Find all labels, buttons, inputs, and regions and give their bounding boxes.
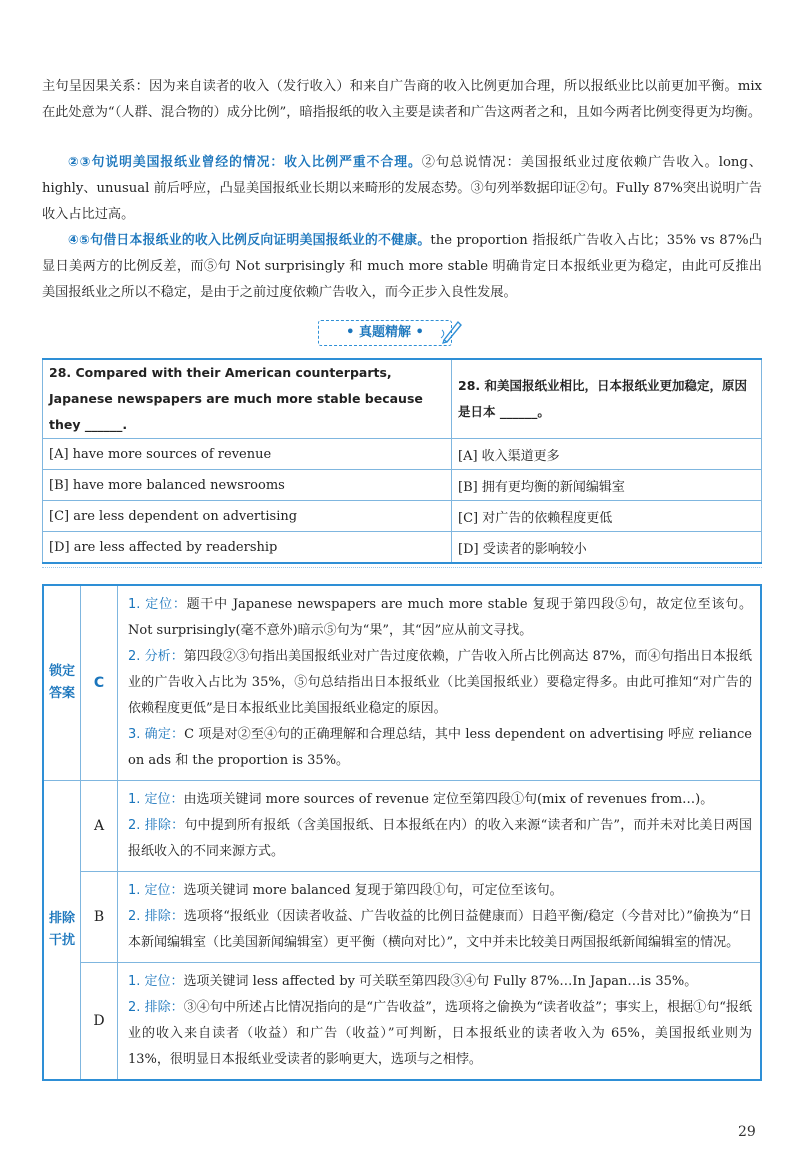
distractor-d-explanation: [118, 963, 762, 1081]
option-row-a[interactable]: [43, 439, 762, 470]
exclude-text: 排除干扰: [48, 911, 75, 948]
intro-paragraph-1: [42, 74, 762, 126]
question-stem-zh: 28. 和美国报纸业相比，日本报纸业更加稳定，原因是日本 ______。: [452, 359, 762, 439]
option-b-en: [B] have more balanced newsrooms: [43, 470, 452, 501]
distractor-a-line-2-label: 2. 排除：: [128, 818, 185, 833]
distractor-d-line-1: [128, 969, 752, 995]
distractor-b-letter: B: [81, 872, 118, 963]
option-b-zh: [B] 拥有更均衡的新闻编辑室: [452, 470, 762, 501]
answer-line-2: [128, 644, 752, 722]
distractor-a-explanation: [118, 781, 762, 872]
distractor-row-a: [43, 781, 761, 872]
divider: [42, 567, 762, 568]
distractor-d-line-2-label: 2. 排除：: [128, 1000, 184, 1015]
distractor-d-letter: D: [81, 963, 118, 1081]
answer-line-3-text: C 项是对②至④句的正确理解和合理总结，其中 less dependent on advertising 呼应 reliance on ads 和 the proportion is 35%。: [128, 727, 752, 768]
intro-p3-text: the proportion 指报纸广告收入占比；35% vs 87%凸显日美两方的比例反差，而⑤句 Not surprisingly 和 much more stable 明确肯定日本报纸业更为稳定，由此可反推出美国报纸业之所以不稳定，是由于之前过度依赖广告收入，而今正步入良性发展。: [42, 233, 762, 300]
question-stem-en: 28. Compared with their American counterparts, Japanese newspapers are much more stable because they ______.: [43, 359, 452, 439]
distractor-b-line-2-text: 选项将“报纸业（因读者收益、广告收益的比例日益健康而）日趋平衡/稳定（今昔对比）”偷换为“日本新闻编辑室（比美国新闻编辑室）更平衡（横向对比）”，文中并未比较美日两国报纸新闻编辑室的情况。: [128, 909, 752, 950]
answer-line-3-label: 3. 确定：: [128, 727, 185, 742]
answer-line-1-text: 题干中 Japanese newspapers are much more stable 复现于第四段⑤句，故定位至该句。Not surprisingly(毫不意外)暗示⑤句为“果”，其“因”应从前文寻找。: [128, 597, 752, 638]
distractor-row-b: [43, 872, 761, 963]
option-c-en: [C] are less dependent on advertising: [43, 501, 452, 532]
distractor-a-letter: A: [81, 781, 118, 872]
distractor-b-line-1: [128, 878, 752, 904]
option-row-c[interactable]: [43, 501, 762, 532]
pen-icon: [440, 316, 464, 344]
option-d-zh: [D] 受读者的影响较小: [452, 532, 762, 564]
distractor-a-line-1-text: 由选项关键词 more sources of revenue 定位至第四段①句(mix of revenues from…)。: [183, 792, 714, 807]
option-row-b[interactable]: [43, 470, 762, 501]
intro-p3-highlight: ④⑤句借日本报纸业的收入比例反向证明美国报纸业的不健康。: [68, 233, 431, 248]
intro-paragraph-3: [42, 228, 762, 306]
lock-answer-text: 锁定答案: [48, 664, 75, 701]
distractor-b-line-2: [128, 904, 752, 956]
lock-answer-label: [43, 585, 81, 781]
distractor-b-line-1-label: 1. 定位：: [128, 883, 184, 898]
answer-letter: C: [81, 585, 118, 781]
exclude-label: [43, 781, 81, 1081]
page-number: 29: [738, 1124, 756, 1140]
distractor-a-line-1: [128, 787, 752, 813]
distractor-d-line-2-text: ③④句中所述占比情况指向的是“广告收益”，选项将之偷换为“读者收益”；事实上，根据①句“报纸业的收入来自读者（收益）和广告（收益）”可判断，日本报纸业的读者收入为 65%，美国报纸业则为 13%，很明显日本报纸业受读者的影响更大，选项与之相悖。: [128, 1000, 752, 1067]
intro-p2-highlight: ②③句说明美国报纸业曾经的情况：收入比例严重不合理。: [68, 155, 422, 170]
answer-row: [43, 585, 761, 781]
option-a-zh: [A] 收入渠道更多: [452, 439, 762, 470]
distractor-d-line-2: [128, 995, 752, 1073]
section-title: • 真题精解 •: [318, 320, 452, 346]
distractor-d-line-1-label: 1. 定位：: [128, 974, 184, 989]
question-table: [42, 358, 762, 564]
answer-line-1: [128, 592, 752, 644]
answer-line-3: [128, 722, 752, 774]
intro-paragraph-2: [42, 150, 762, 228]
question-stem-row: [43, 359, 762, 439]
distractor-a-line-2-text: 句中提到所有报纸（含美国报纸、日本报纸在内）的收入来源“读者和广告”，而并未对比美日两国报纸收入的不同来源方式。: [128, 818, 752, 859]
answer-line-1-label: 1. 定位：: [128, 597, 187, 612]
distractor-b-line-1-text: 选项关键词 more balanced 复现于第四段①句，可定位至该句。: [183, 883, 563, 898]
option-row-d[interactable]: [43, 532, 762, 564]
distractor-d-line-1-text: 选项关键词 less affected by 可关联至第四段③④句 Fully 87%…In Japan…is 35%。: [183, 974, 698, 989]
option-a-en: [A] have more sources of revenue: [43, 439, 452, 470]
analysis-table: [42, 584, 762, 1081]
answer-explanation: [118, 585, 762, 781]
intro-p2-text: ②句总说情况：美国报纸业过度依赖广告收入。long、highly、unusual 前后呼应，凸显美国报纸业长期以来畸形的发展态势。③句列举数据印证②句。Fully 87%突出说明广告收入占比过高。: [42, 155, 762, 222]
distractor-a-line-1-label: 1. 定位：: [128, 792, 184, 807]
answer-line-2-label: 2. 分析：: [128, 649, 184, 664]
distractor-a-line-2: [128, 813, 752, 865]
distractor-b-explanation: [118, 872, 762, 963]
intro-p1-text: 主句呈因果关系：因为来自读者的收入（发行收入）和来自广告商的收入比例更加合理，所以报纸业比以前更加平衡。mix 在此处意为“（人群、混合物的）成分比例”，暗指报纸的收入主要是读者和广告这两者之和，且如今两者比例变得更为均衡。: [42, 79, 762, 120]
distractor-row-d: [43, 963, 761, 1081]
option-c-zh: [C] 对广告的依赖程度更低: [452, 501, 762, 532]
answer-line-2-text: 第四段②③句指出美国报纸业对广告过度依赖，广告收入所占比例高达 87%，而④句指出日本报纸业的广告收入占比为 35%，⑤句总结指出日本报纸业（比美国报纸业）要稳定得多。由此可推知“对广告的依赖程度更低”是日本报纸业比美国报纸业稳定的原因。: [128, 649, 752, 716]
distractor-b-line-2-label: 2. 排除：: [128, 909, 184, 924]
option-d-en: [D] are less affected by readership: [43, 532, 452, 564]
